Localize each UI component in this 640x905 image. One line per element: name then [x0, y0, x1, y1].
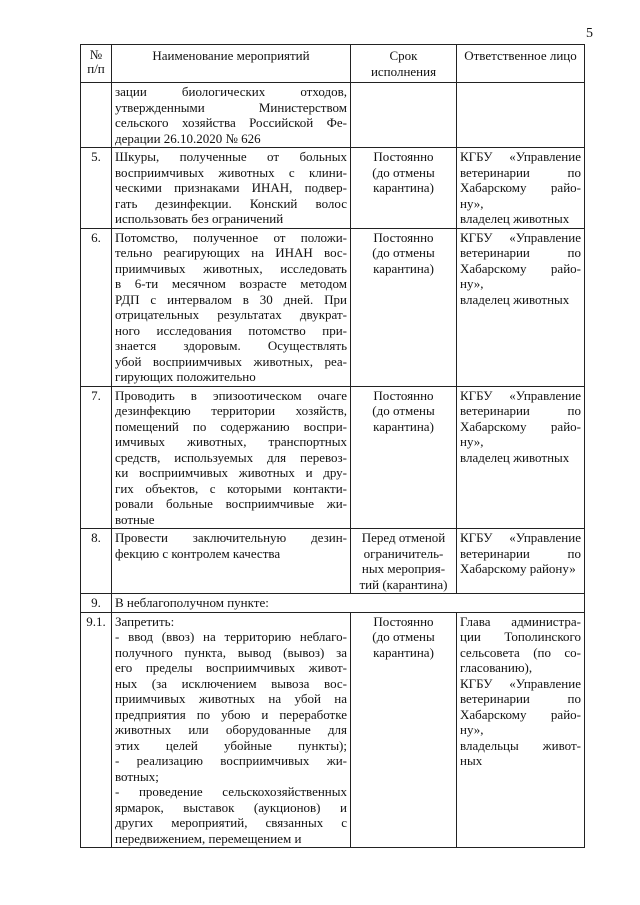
header-term: Срок исполнения — [351, 45, 457, 83]
text-line: приимчивых животных, исследовать — [115, 260, 347, 276]
text-line: Постоянно — [373, 613, 434, 629]
text-line: в 6-ти месячном возрасте методом — [115, 276, 347, 291]
text-line: ограничитель- — [363, 545, 444, 561]
text-line: Постоянно — [373, 149, 434, 164]
text-line: ну», — [460, 434, 484, 449]
text-line: - проведение сельскохозяйственных — [115, 784, 347, 799]
text-line: КГБУ «Управление — [460, 530, 581, 545]
text-line: отрицательных результатах двукрат- — [115, 307, 347, 322]
text-line: Хабарскому райо- — [460, 260, 581, 276]
text-line: передвижением, перемещением и — [115, 830, 302, 846]
text-line: вотных; — [115, 768, 159, 784]
page-number: 5 — [586, 26, 593, 41]
text-line: карантина) — [373, 180, 434, 195]
text-line: сельского хозяйства Российской Фе- — [115, 115, 347, 130]
text-line: (до отмены — [372, 245, 435, 260]
text-line: использовать без ограничений — [115, 211, 284, 226]
table-row — [81, 529, 585, 594]
text-line: средств, используемых для перевоз- — [115, 449, 347, 465]
row-number: 5. — [81, 148, 112, 229]
text-line: - ввод (ввоз) на территорию неблаго- — [115, 629, 347, 644]
term-cell — [351, 83, 457, 148]
text-line: КГБУ «Управление — [460, 149, 581, 164]
text-line: КГБУ «Управление — [460, 675, 581, 691]
table-row — [81, 612, 585, 848]
text-line: владелец животных — [460, 291, 570, 307]
table-row — [81, 386, 585, 529]
text-line: тельно реагирующих на ИНАН вос- — [115, 245, 347, 260]
text-line: карантина) — [373, 260, 434, 276]
text-line: Постоянно — [373, 387, 434, 403]
text-line: помещений по содержанию воспри- — [115, 418, 347, 434]
text-line: ровали больные восприимчивые жи- — [115, 496, 347, 511]
table-row — [81, 148, 585, 229]
text-line: Шкуры, полученные от больных — [115, 149, 347, 164]
text-line: убой восприимчивых животных, реа- — [115, 353, 347, 369]
text-line: карантина) — [373, 644, 434, 660]
row-number — [81, 83, 112, 148]
text-line: РДП с интервалом в 30 дней. При — [115, 291, 347, 307]
text-line: дезинфекцию территории хозяйств, — [115, 403, 347, 418]
header-responsible: Ответственное лицо — [457, 45, 585, 83]
text-line: его пределы восприимчивых живот- — [115, 660, 347, 675]
text-line: ных (за исключением вывоза вос- — [115, 675, 347, 691]
row-number: 9. — [81, 594, 112, 613]
text-line: карантина) — [373, 418, 434, 434]
responsible-cell — [457, 83, 585, 148]
table-row — [81, 83, 585, 148]
term-cell — [351, 148, 457, 229]
row-number: 6. — [81, 228, 112, 386]
measure-name-cell — [112, 612, 351, 848]
text-line: Хабарскому райо- — [460, 706, 581, 722]
text-line: утвержденными Министерством — [115, 99, 347, 115]
text-line: ветеринарии по — [460, 545, 581, 561]
text-line: гих объектов, с которыми контакти- — [115, 480, 347, 496]
text-line: ну», — [460, 276, 484, 291]
responsible-cell — [457, 612, 585, 848]
measures-table — [80, 44, 585, 848]
text-line: восприимчивых животных с клини- — [115, 164, 347, 180]
text-line: ветеринарии по — [460, 245, 581, 260]
text-line: гласованию), — [460, 660, 533, 675]
section-heading: В неблагополучном пункте: — [112, 594, 585, 613]
text-line: Провести заключительную дезин- — [115, 530, 347, 545]
text-line: ческими признаками ИНАН, подвер- — [115, 180, 347, 195]
responsible-cell — [457, 148, 585, 229]
text-line: Потомство, полученное от положи- — [115, 229, 347, 245]
text-line: ветеринарии по — [460, 164, 581, 180]
text-line: ярмарок, выставок (аукционов) и — [115, 799, 347, 815]
text-line: животных или оборудованные для — [115, 722, 347, 737]
header-number: № п/п — [81, 45, 112, 83]
text-line: предприятия по убою и переработке — [115, 706, 347, 722]
text-line: ну», — [460, 195, 484, 211]
text-line: ветеринарии по — [460, 403, 581, 418]
text-line: Перед отменой — [361, 530, 446, 545]
row-number: 7. — [81, 386, 112, 529]
text-line: - реализацию восприимчивых жи- — [115, 753, 347, 768]
text-line: сельсовета (по со- — [460, 644, 581, 660]
text-line: ного исследования потомство при- — [115, 322, 347, 338]
row-number: 9.1. — [81, 612, 112, 848]
text-line: Запретить: — [115, 613, 175, 629]
table-row — [81, 228, 585, 386]
term-cell — [351, 612, 457, 848]
measure-name-cell — [112, 83, 351, 148]
text-line: Хабарскому райо- — [460, 418, 581, 434]
term-cell — [351, 386, 457, 529]
term-cell — [351, 529, 457, 594]
text-line: (до отмены — [372, 164, 435, 180]
text-line: фекцию с контролем качества — [115, 545, 281, 561]
responsible-cell — [457, 228, 585, 386]
table-header-row — [81, 45, 585, 83]
text-line: зации биологических отходов, — [115, 84, 347, 99]
measure-name-cell — [112, 228, 351, 386]
responsible-cell — [457, 529, 585, 594]
text-line: вотные — [115, 511, 155, 527]
text-line: ции Тополинского — [460, 629, 581, 644]
text-line: владелец животных — [460, 211, 570, 226]
text-line: этих целей убойные пункты); — [115, 737, 347, 753]
text-line: ну», — [460, 722, 484, 737]
text-line: гать дезинфекции. Конский волос — [115, 195, 347, 211]
text-line: получного пункта, вывод (вывоз) за — [115, 644, 347, 660]
text-line: тий (карантина) — [359, 576, 448, 592]
measure-name-cell — [112, 529, 351, 594]
text-line: имчивых животных, транспортных — [115, 434, 347, 449]
row-number: 8. — [81, 529, 112, 594]
text-line: приимчивых животных на убой на — [115, 691, 347, 706]
text-line: Проводить в эпизоотическом очаге — [115, 387, 347, 403]
text-line: КГБУ «Управление — [460, 387, 581, 403]
text-line: ки восприимчивых животных и дру- — [115, 465, 347, 480]
term-cell — [351, 228, 457, 386]
text-line: дерации 26.10.2020 № 626 — [115, 130, 261, 146]
responsible-cell — [457, 386, 585, 529]
table-row — [81, 594, 585, 613]
text-line: ных мероприя- — [361, 561, 446, 576]
text-line: Хабарскому району» — [460, 561, 576, 576]
text-line: владелец животных — [460, 449, 570, 465]
text-line: ветеринарии по — [460, 691, 581, 706]
text-line: ных — [460, 753, 483, 768]
text-line: гирующих положительно — [115, 369, 256, 384]
measure-name-cell — [112, 148, 351, 229]
text-line: владельцы живот- — [460, 737, 581, 753]
text-line: Хабарскому райо- — [460, 180, 581, 195]
text-line: (до отмены — [372, 629, 435, 644]
text-line: Глава администра- — [460, 613, 581, 629]
text-line: других мероприятий, связанных с — [115, 815, 347, 830]
text-line: знается здоровым. Осуществлять — [115, 338, 347, 353]
measure-name-cell — [112, 386, 351, 529]
text-line: Постоянно — [373, 229, 434, 245]
header-name: Наименование мероприятий — [112, 45, 351, 83]
text-line: КГБУ «Управление — [460, 229, 581, 245]
table-body — [81, 83, 585, 848]
text-line: (до отмены — [372, 403, 435, 418]
